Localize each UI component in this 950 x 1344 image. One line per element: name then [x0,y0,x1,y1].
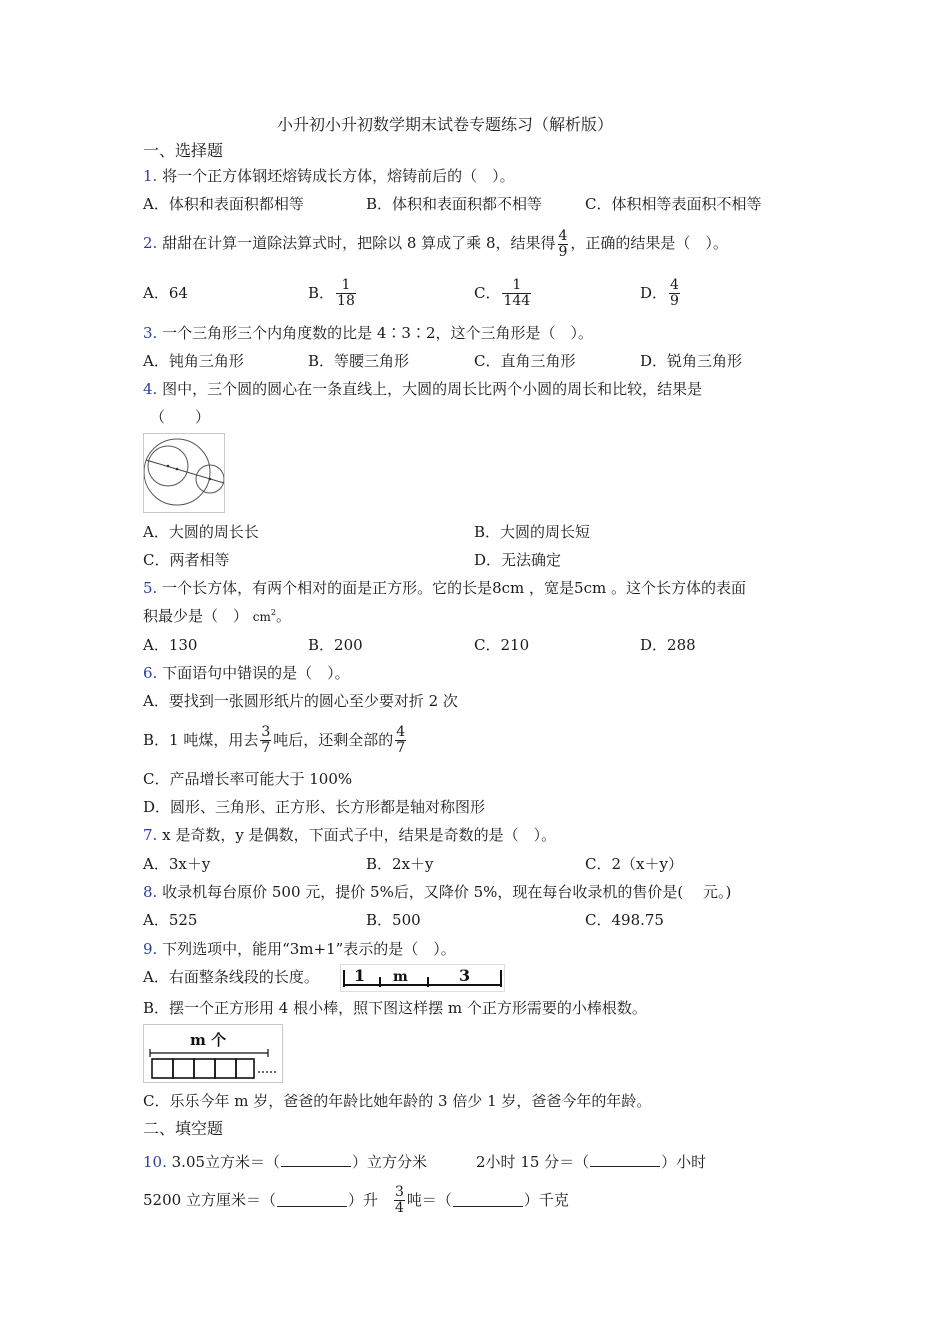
question-3 [143,326,593,341]
question-text: 小时 15 分＝（ [485,1153,590,1171]
question-text: 收录机每台原价 500 元，提价 5%后，又降价 5%，现在每台收录机的售价是( 元。) [162,883,732,901]
question-number: 8. [143,883,158,901]
numerator: 3 [394,1183,404,1200]
answer-paren: （ ） [150,408,211,426]
option-b: B．2x＋y [366,855,434,873]
question-5 [143,581,746,596]
section-heading-fill: 二、填空题 [143,1119,224,1138]
line-segment-diagram [341,965,504,991]
question-text: 图中，三个圆的圆心在一条直线上，大圆的周长比两个小圆的周长和比较，结果是 [162,380,703,398]
fraction [558,229,569,259]
option-label: C． [474,283,501,302]
unit-superscript: 2 [270,608,276,617]
option-c: C．210 [474,636,530,654]
option-a: A．大圆的周长长 [143,523,259,541]
option-c: C．2（x＋y） [585,855,683,873]
numerator: 4 [396,723,406,740]
numerator: 1 [341,276,351,293]
question-text: ）升 [347,1190,378,1209]
option-c: C．两者相等 [143,551,230,569]
section-heading-choice: 一、选择题 [143,141,224,160]
question-10-row2 [143,1178,569,1222]
option-b [308,273,358,313]
question-number: 10. [143,1153,167,1171]
unit-label: cm [252,610,271,624]
option-c: C．体积相等表面积不相等 [585,195,762,213]
option-a: A．525 [143,911,198,929]
question-5-continued [143,609,291,624]
option-d [640,273,682,313]
question-1 [143,169,515,184]
option-b [143,720,408,760]
question-text: 下面语句中错误的是（ ）。 [162,664,350,682]
denominator: 18 [337,292,355,309]
question-10-row1 [143,1153,427,1170]
numerator: 4 [558,227,568,244]
fraction [394,1185,405,1215]
numerator: 4 [670,276,679,293]
option-a: A．要找到一张圆形纸片的圆心至少要对折 2 次 [143,692,458,710]
question-10-row1-part2 [476,1153,706,1170]
option-b: B．500 [366,911,421,929]
option-a: A．体积和表面积都相等 [143,195,304,213]
option-a: A．钝角三角形 [143,352,244,370]
question-text: 将一个正方体钢坯熔铸成长方体，熔铸前后的（ ）。 [162,167,515,185]
matchstick-figure [143,1024,283,1083]
question-number: 6. [143,664,158,682]
question-text: x 是奇数，y 是偶数，下面式子中，结果是奇数的是（ ）。 [162,826,557,844]
numerator: 3 [261,723,271,740]
segment-label-1: 1 [354,966,366,985]
denominator: 144 [503,292,531,309]
option-c: C．产品增长率可能大于 100% [143,770,353,788]
answer-blank[interactable] [281,1153,351,1167]
option-d: D．无法确定 [474,551,562,569]
option-a: A．130 [143,636,198,654]
question-text: 5200 立方厘米＝（ [143,1190,276,1209]
fraction [260,725,271,755]
option-d: D．锐角三角形 [640,352,743,370]
option-a: A．64 [143,284,188,302]
answer-blank[interactable] [590,1153,660,1167]
question-number-value: 2 [476,1153,486,1171]
segment-label-3: 3 [459,966,471,985]
option-a: A．右面整条线段的长度。 [143,968,319,986]
punctuation: 。 [276,607,292,625]
question-2 [143,225,728,261]
option-b: B．摆一个正方形用 4 根小棒，照下图这样摆 m 个正方形需要的小棒根数。 [143,999,647,1017]
question-text: ）小时 [661,1153,707,1171]
option-label: D． [640,283,668,302]
question-number: 1. [143,167,158,185]
question-number: 4. [143,380,158,398]
numerator: 1 [512,276,522,293]
denominator: 9 [670,292,679,309]
answer-blank[interactable] [453,1193,523,1207]
answer-blank[interactable] [277,1193,347,1207]
segment-label-m: m [393,969,408,985]
option-b: B．大圆的周长短 [474,523,591,541]
denominator: 7 [261,739,271,756]
question-6 [143,666,350,681]
question-text: 积最少是（ ） [143,607,249,625]
option-text: B．1 吨煤，用去 [143,730,259,749]
option-b: B．200 [308,636,363,654]
fraction [502,278,531,308]
question-8 [143,885,731,900]
denominator: 9 [558,243,568,260]
page-title: 小升初小升初数学期末试卷专题练习（解析版） [277,115,614,134]
circles-figure [143,433,225,513]
question-text: 下列选项中，能用“3m+1”表示的是（ ）。 [162,940,456,958]
option-c: C．498.75 [585,911,664,929]
question-number: 7. [143,826,158,844]
question-text: 一个长方体，有两个相对的面是正方形。它的长是8cm ，宽是5cm 。这个长方体的表面 [162,579,746,597]
question-number: 9. [143,940,158,958]
segment-figure [340,964,505,992]
question-9 [143,942,456,957]
fraction [395,725,406,755]
option-b: B．等腰三角形 [308,352,410,370]
option-b: B．体积和表面积都不相等 [366,195,543,213]
square-matchsticks-diagram [144,1025,282,1082]
question-text-end: ，正确的结果是（ ）。 [570,234,728,252]
question-number: 5. [143,579,158,597]
three-circles-diagram [144,434,224,512]
question-text: 吨＝（ [406,1190,452,1209]
option-c: C．乐乐今年 m 岁，爸爸的年龄比她年龄的 3 倍少 1 岁，爸爸今年的年龄。 [143,1092,652,1110]
denominator: 7 [396,739,406,756]
question-text: ）千克 [523,1190,569,1209]
option-d: D．288 [640,636,696,654]
option-c [474,273,533,313]
question-number: 3. [143,324,158,342]
question-7 [143,828,556,843]
option-text: 吨后，还剩全部的 [273,730,394,749]
denominator: 4 [394,1199,404,1216]
figure-label: m 个 [190,1031,227,1049]
question-text: 一个三角形三个内角度数的比是 4∶3∶2，这个三角形是（ ）。 [162,324,593,342]
fraction [336,278,356,308]
option-d: D．圆形、三角形、正方形、长方形都是轴对称图形 [143,798,486,816]
option-a: A．3x＋y [143,855,211,873]
option-label: B． [308,283,335,302]
question-text: ）立方分米 [352,1153,428,1171]
question-number: 2. [143,234,158,252]
fraction [669,278,680,308]
question-text: 3.05立方米＝（ [171,1153,281,1171]
question-4 [143,382,702,397]
option-c: C．直角三角形 [474,352,576,370]
question-text: 甜甜在计算一道除法算式时，把除以 8 算成了乘 8，结果得 [162,234,556,252]
